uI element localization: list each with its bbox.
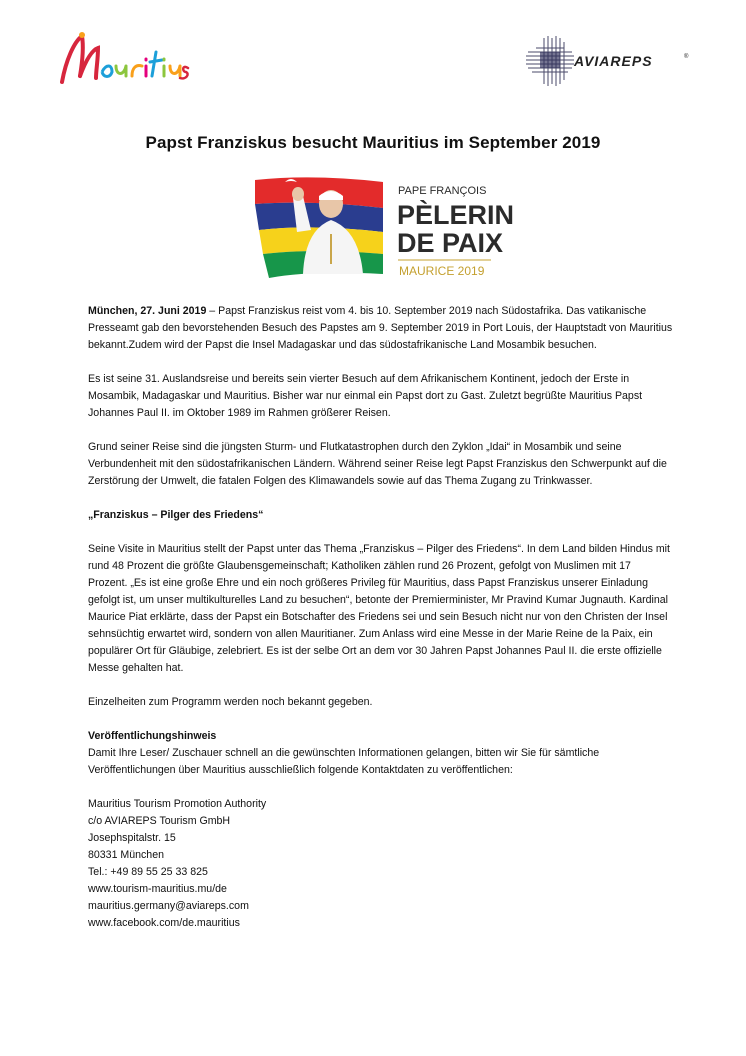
contact-street: Josephspitalstr. 15 bbox=[88, 832, 176, 844]
aviareps-logo bbox=[524, 34, 694, 88]
contact-co: c/o AVIAREPS Tourism GmbH bbox=[88, 815, 231, 827]
paragraph-5: Einzelheiten zum Programm werden noch bekannt gegeben. bbox=[88, 696, 373, 708]
dateline: München, 27. Juni 2019 bbox=[88, 305, 207, 317]
contact-block bbox=[88, 796, 673, 932]
page-title: Papst Franziskus besucht Mauritius im September 2019 bbox=[145, 133, 601, 152]
papal-visit-banner-graphic bbox=[253, 174, 515, 282]
contact-email-link[interactable]: mauritius.germany@aviareps.com bbox=[88, 900, 249, 912]
paragraph-3: Grund seiner Reise sind die jüngsten Sturm- und Flutkatastrophen durch den Zyklon „Idai“ in Mosambik und seine Verbundenheit mit den südostafrikanischen Ländern. Während seiner Reise legt Papst Franziskus den Schwerpunkt auf die Zerstörung der Umwelt, die fatalen Folgen des Klimawandels sowie auf das Thema Zugang zu Trinkwasser. bbox=[88, 441, 667, 487]
paragraph-2: Es ist seine 31. Auslandsreise und bereits sein vierter Besuch auf dem Afrikanischem Kontinent, jedoch der Erste in Mosambik, Madagaskar und Mauritius. Bisher war nur einmal ein Papst dort zu Gast. Zuletzt begrüßte Mauritius Papst Johannes Paul II. im Oktober 1989 im Rahmen größerer Reisen. bbox=[88, 373, 643, 419]
svg-text:®: ® bbox=[684, 54, 689, 60]
svg-text:DE PAIX: DE PAIX bbox=[397, 228, 504, 258]
subheading: „Franziskus – Pilger des Friedens“ bbox=[88, 509, 264, 521]
svg-text:PAPE FRANÇOIS: PAPE FRANÇOIS bbox=[398, 185, 487, 197]
contact-phone: Tel.: +49 89 55 25 33 825 bbox=[88, 866, 208, 878]
svg-text:MAURICE 2019: MAURICE 2019 bbox=[399, 264, 485, 278]
contact-website-link[interactable]: www.tourism-mauritius.mu/de bbox=[88, 883, 227, 895]
contact-facebook-link[interactable]: www.facebook.com/de.mauritius bbox=[88, 917, 240, 929]
article-body bbox=[88, 303, 673, 932]
aviareps-logo-graphic bbox=[524, 34, 694, 88]
contact-org: Mauritius Tourism Promotion Authority bbox=[88, 798, 267, 810]
mauritius-logo bbox=[52, 30, 192, 90]
notice-heading: Veröffentlichungshinweis bbox=[88, 730, 217, 742]
contact-city: 80331 München bbox=[88, 849, 164, 861]
paragraph-4: Seine Visite in Mauritius stellt der Papst unter das Thema „Franziskus – Pilger des Friedens“. In dem Land bilden Hindus mit rund 48 Prozent die größte Glaubensgemeinschaft; Katholiken zählen rund 26 Prozent, gefolgt von Muslimen mit 17 Prozent. „Es ist eine große Ehre und ein noch größeres Privileg für Mauritius, dass Papst Franziskus unserer Einladung gefolgt ist, um unser multikulturelles Land zu besuchen“, betonte der Premierminister, Mr Pravind Kumar Jugnauth. Kardinal Maurice Piat erklärte, dass der Papst ein Botschafter des Friedens sei und sein Besuch nicht nur von den Christen der Insel sehnsüchtig erwartet wird, sondern von allen Mauritianer. Zum Anlass wird eine Messe in der Marie Reine de la Paix, ein populärer Ort für Gläubige, zelebriert. Es ist der selbe Ort an dem vor 30 Jahren Papst Johannes Paul II. die erste offizielle Messe gehalten hat. bbox=[88, 543, 670, 674]
mauritius-logo-graphic bbox=[52, 30, 192, 90]
svg-text:PÈLERIN: PÈLERIN bbox=[397, 200, 515, 230]
paragraph-intro bbox=[88, 303, 673, 354]
svg-text:AVIAREPS: AVIAREPS bbox=[574, 53, 653, 69]
notice-text: Damit Ihre Leser/ Zuschauer schnell an die gewünschten Informationen gelangen, bitten wir Sie für sämtliche Veröffentlichungen über Mauritius ausschließlich folgende Kontaktdaten zu veröffentlichen: bbox=[88, 747, 600, 776]
hero-banner bbox=[253, 174, 515, 282]
paragraph-intro-text: – Papst Franziskus reist vom 4. bis 10. September 2019 nach Südostafrika. Das vatikanische Presseamt gab den bevorstehenden Besuch des Papstes am 9. September 2019 in Port Louis, der Hauptstadt von Mauritius bekannt.Zudem wird der Papst die Insel Madagaskar und das südostafrikanische Land Mosambik besuchen. bbox=[88, 305, 673, 351]
